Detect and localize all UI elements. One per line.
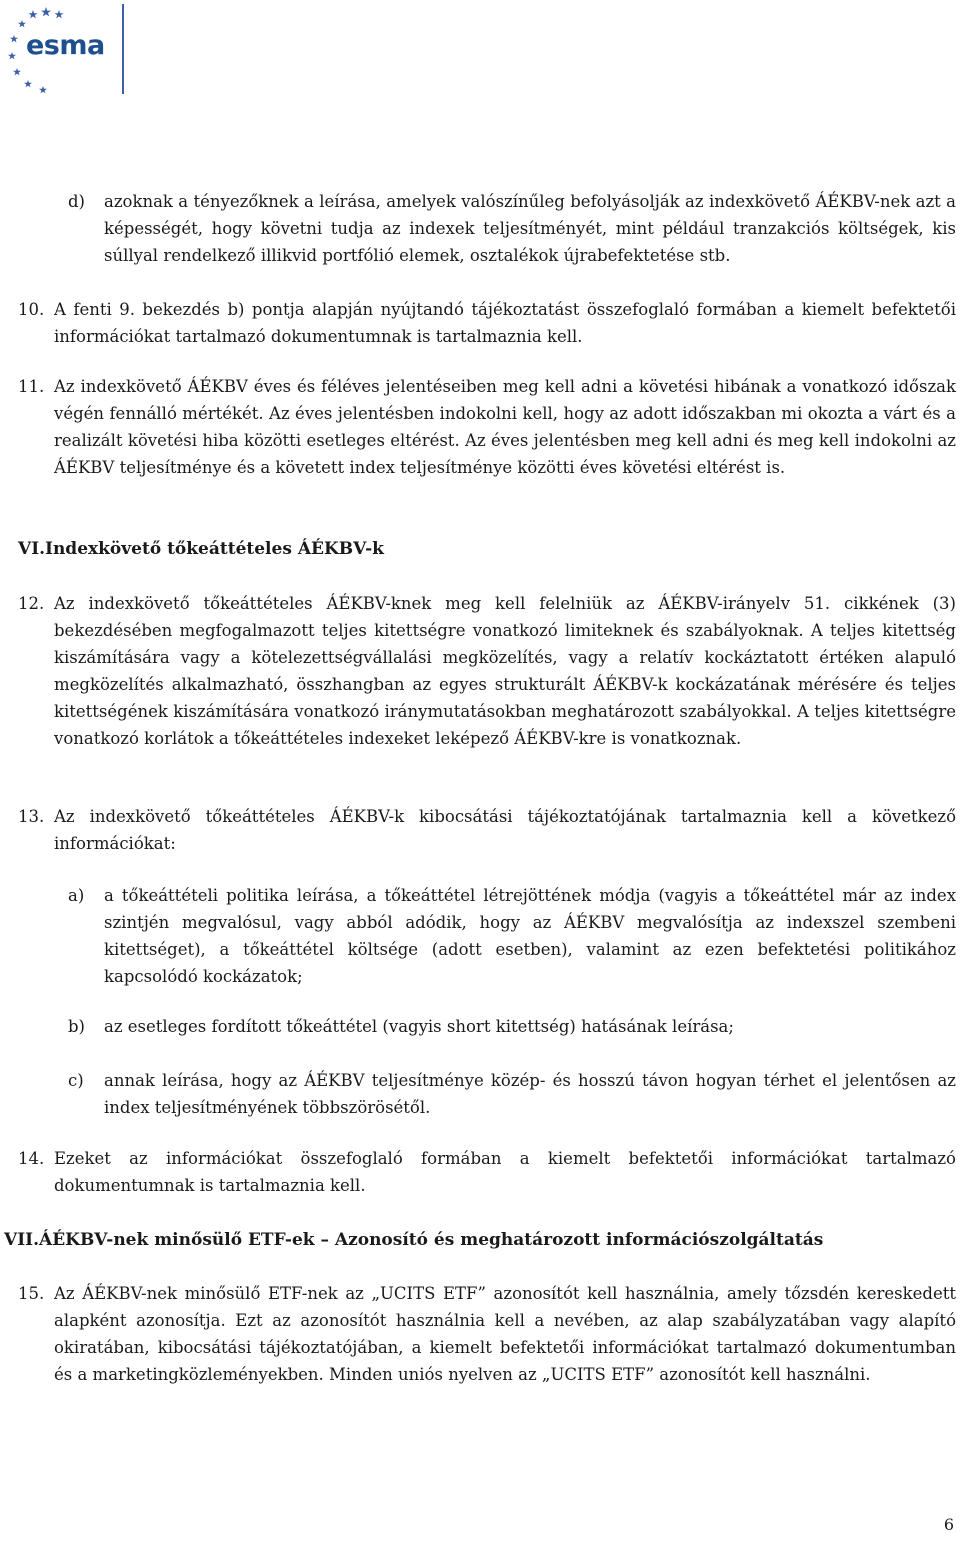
- paragraph-number: 11.: [18, 377, 45, 396]
- paragraph-number: 14.: [18, 1149, 45, 1168]
- item-text: azoknak a tényezőknek a leírása, amelyek valószínűleg befolyásolják az indexkövető ÁÉKBV-nek azt a képességét, hogy követni tudja az indexek teljesítményét, mint például tranzakciós költségek, kis súllyal rendelkező illikvid portfólió elemek, osztalékok újrabefektetése stb.: [104, 192, 956, 265]
- paragraph-13: [18, 803, 956, 857]
- item-marker: b): [68, 1017, 85, 1036]
- paragraph-text: Az ÁÉKBV-nek minősülő ETF-nek az „UCITS ETF” azonosítót kell használnia, amely tőzsdén kereskedett alapként azonosítja. Ezt az azonosítót használnia kell a nevében, az alap szabályzatában vagy alapító okiratában, kibocsátási tájékoztatójában, a kiemelt befektetői információkat tartalmazó dokumentumban és a marketingközleményekben. Minden uniós nyelven az „UCITS ETF” azonosítót kell használni.: [54, 1284, 956, 1384]
- item-text: a tőkeáttételi politika leírása, a tőkeáttétel létrejöttének módja (vagyis a tőkeáttétel már az index szintjén megvalósul, vagy abból adódik, hogy az ÁÉKBV megvalósítja az indexszel szembeni kitettséget), a tőkeáttétel költsége (adott esetben), valamint az ezen befektetési politikához kapcsolódó kockázatok;: [104, 886, 956, 986]
- paragraph-14: [18, 1145, 956, 1199]
- paragraph-text: Az indexkövető tőkeáttételes ÁÉKBV-k kibocsátási tájékoztatójának tartalmaznia kell a következő információkat:: [54, 807, 956, 853]
- item-marker: d): [68, 192, 85, 211]
- paragraph-10: [18, 296, 956, 350]
- item-text: annak leírása, hogy az ÁÉKBV teljesítménye közép- és hosszú távon hogyan térhet el jelentősen az index teljesítményének többszörösétől.: [104, 1071, 956, 1117]
- item-text: az esetleges fordított tőkeáttétel (vagyis short kitettség) hatásának leírása;: [104, 1017, 734, 1036]
- logo-text: esma: [26, 30, 105, 61]
- section-title: ÁÉKBV-nek minősülő ETF-ek – Azonosító és meghatározott információszolgáltatás: [39, 1230, 824, 1250]
- esma-logo: [0, 0, 130, 100]
- paragraph-text: Ezeket az információkat összefoglaló formában a kiemelt befektetői információkat tartalmazó dokumentumnak is tartalmaznia kell.: [54, 1149, 956, 1195]
- list-item-a: [68, 882, 956, 990]
- item-marker: a): [68, 886, 85, 905]
- section-heading-vi: [18, 536, 956, 563]
- section-heading-vii: [4, 1227, 956, 1254]
- section-title: Indexkövető tőkeáttételes ÁÉKBV-k: [45, 539, 384, 559]
- paragraph-number: 12.: [18, 594, 45, 613]
- paragraph-text: Az indexkövető ÁÉKBV éves és féléves jelentéseiben meg kell adni a követési hibának a vonatkozó időszak végén fennálló mértékét. Az éves jelentésben indokolni kell, hogy az adott időszakban mi okozta a várt és a realizált követési hiba közötti esetleges eltérést. Az éves jelentésben meg kell adni és meg kell indokolni az ÁÉKBV teljesítménye és a követett index teljesítménye közötti éves követési eltérést is.: [54, 377, 956, 477]
- paragraph-number: 13.: [18, 807, 45, 826]
- paragraph-12: [18, 590, 956, 752]
- paragraph-15: [18, 1280, 956, 1388]
- item-marker: c): [68, 1071, 84, 1090]
- paragraph-number: 10.: [18, 300, 45, 319]
- section-number: VII.: [4, 1230, 40, 1250]
- list-item-b: [68, 1013, 956, 1040]
- paragraph-11: [18, 373, 956, 481]
- page-number: 6: [943, 1515, 954, 1534]
- paragraph-text: Az indexkövető tőkeáttételes ÁÉKBV-knek meg kell felelniük az ÁÉKBV-irányelv 51. cikkének (3) bekezdésében megfogalmazott teljes kitettségre vonatkozó limiteknek és szabályoknak. A teljes kitettség kiszámítására vagy a kötelezettségvállalási megközelítés, vagy a relatív kockáztatott értéken alapuló megközelítés alkalmazható, összhangban az egyes strukturált ÁÉKBV-k kockázatának mérésére és teljes kitettségének kiszámítására vonatkozó iránymutatásokban meghatározott szabályokkal. A teljes kitettségre vonatkozó korlátok a tőkeáttételes indexeket leképező ÁÉKBV-kre is vonatkoznak.: [54, 594, 956, 748]
- paragraph-number: 15.: [18, 1284, 45, 1303]
- logo-divider: [122, 4, 124, 94]
- paragraph-text: A fenti 9. bekezdés b) pontja alapján nyújtandó tájékoztatást összefoglaló formában a kiemelt befektetői információkat tartalmazó dokumentumnak is tartalmaznia kell.: [54, 300, 956, 346]
- section-number: VI.: [18, 539, 46, 559]
- list-item-c: [68, 1067, 956, 1121]
- list-item-d: [68, 188, 956, 269]
